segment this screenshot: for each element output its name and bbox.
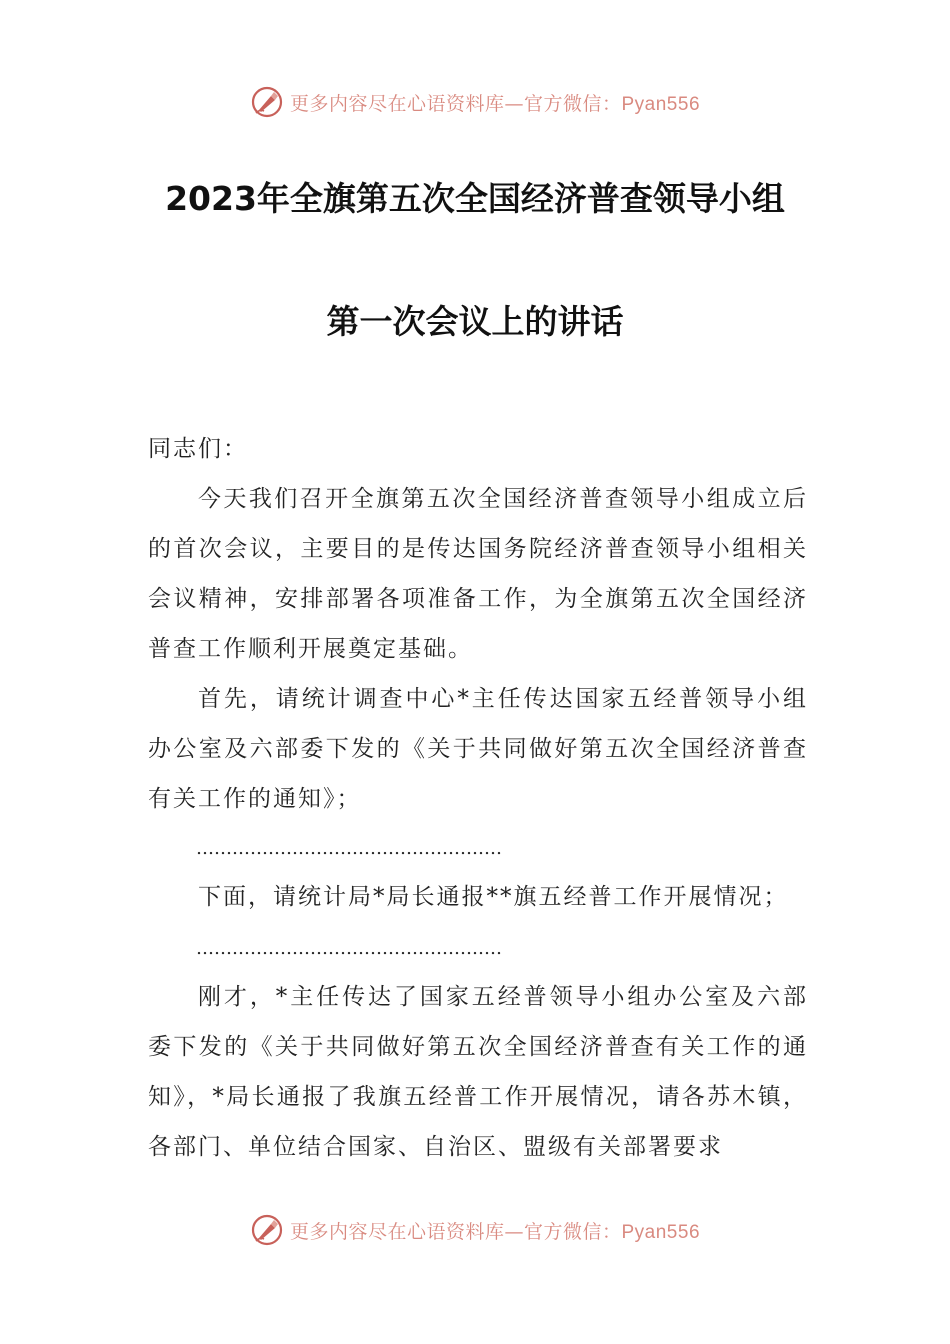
pen-nib-logo-icon — [250, 85, 284, 119]
ellipsis-line-2: …………………………………………… — [196, 938, 502, 959]
document-title-line-2: 第一次会议上的讲话 — [326, 302, 624, 341]
salutation: 同志们： — [148, 436, 248, 462]
body-paragraph-3: 下面，请统计局*局长通报**旗五经普工作开展情况； — [198, 884, 789, 910]
header-watermark — [0, 82, 950, 122]
wechat-id: Pyan556 — [621, 93, 701, 115]
document-title-line-1: 2023年全旗第五次全国经济普查领导小组 — [165, 179, 785, 218]
ellipsis-line-1: …………………………………………… — [196, 838, 502, 859]
pen-nib-logo-icon — [250, 1213, 284, 1247]
watermark-text: 更多内容尽在心语资料库—官方微信：Pyan556 — [289, 92, 701, 115]
footer-watermark — [0, 1210, 950, 1250]
body-paragraph-2: 首先，请统计调查中心*主任传达国家五经普领导小组办公室及六部委下发的《关于共同做好第五次全国经济普查有关工作的通知》； — [148, 686, 808, 812]
watermark-text: 更多内容尽在心语资料库—官方微信：Pyan556 — [289, 1220, 701, 1243]
body-paragraph-4: 刚才，*主任传达了国家五经普领导小组办公室及六部委下发的《关于共同做好第五次全国经济普查有关工作的通知》，*局长通报了我旗五经普工作开展情况，请各苏木镇，各部门、单位结合国家、自治区、盟级有关部署要求 — [148, 984, 808, 1160]
body-paragraph-1: 今天我们召开全旗第五次全国经济普查领导小组成立后的首次会议，主要目的是传达国务院经济普查领导小组相关会议精神，安排部署各项准备工作，为全旗第五次全国经济普查工作顺利开展奠定基础。 — [148, 486, 808, 662]
wechat-id: Pyan556 — [621, 1221, 701, 1243]
